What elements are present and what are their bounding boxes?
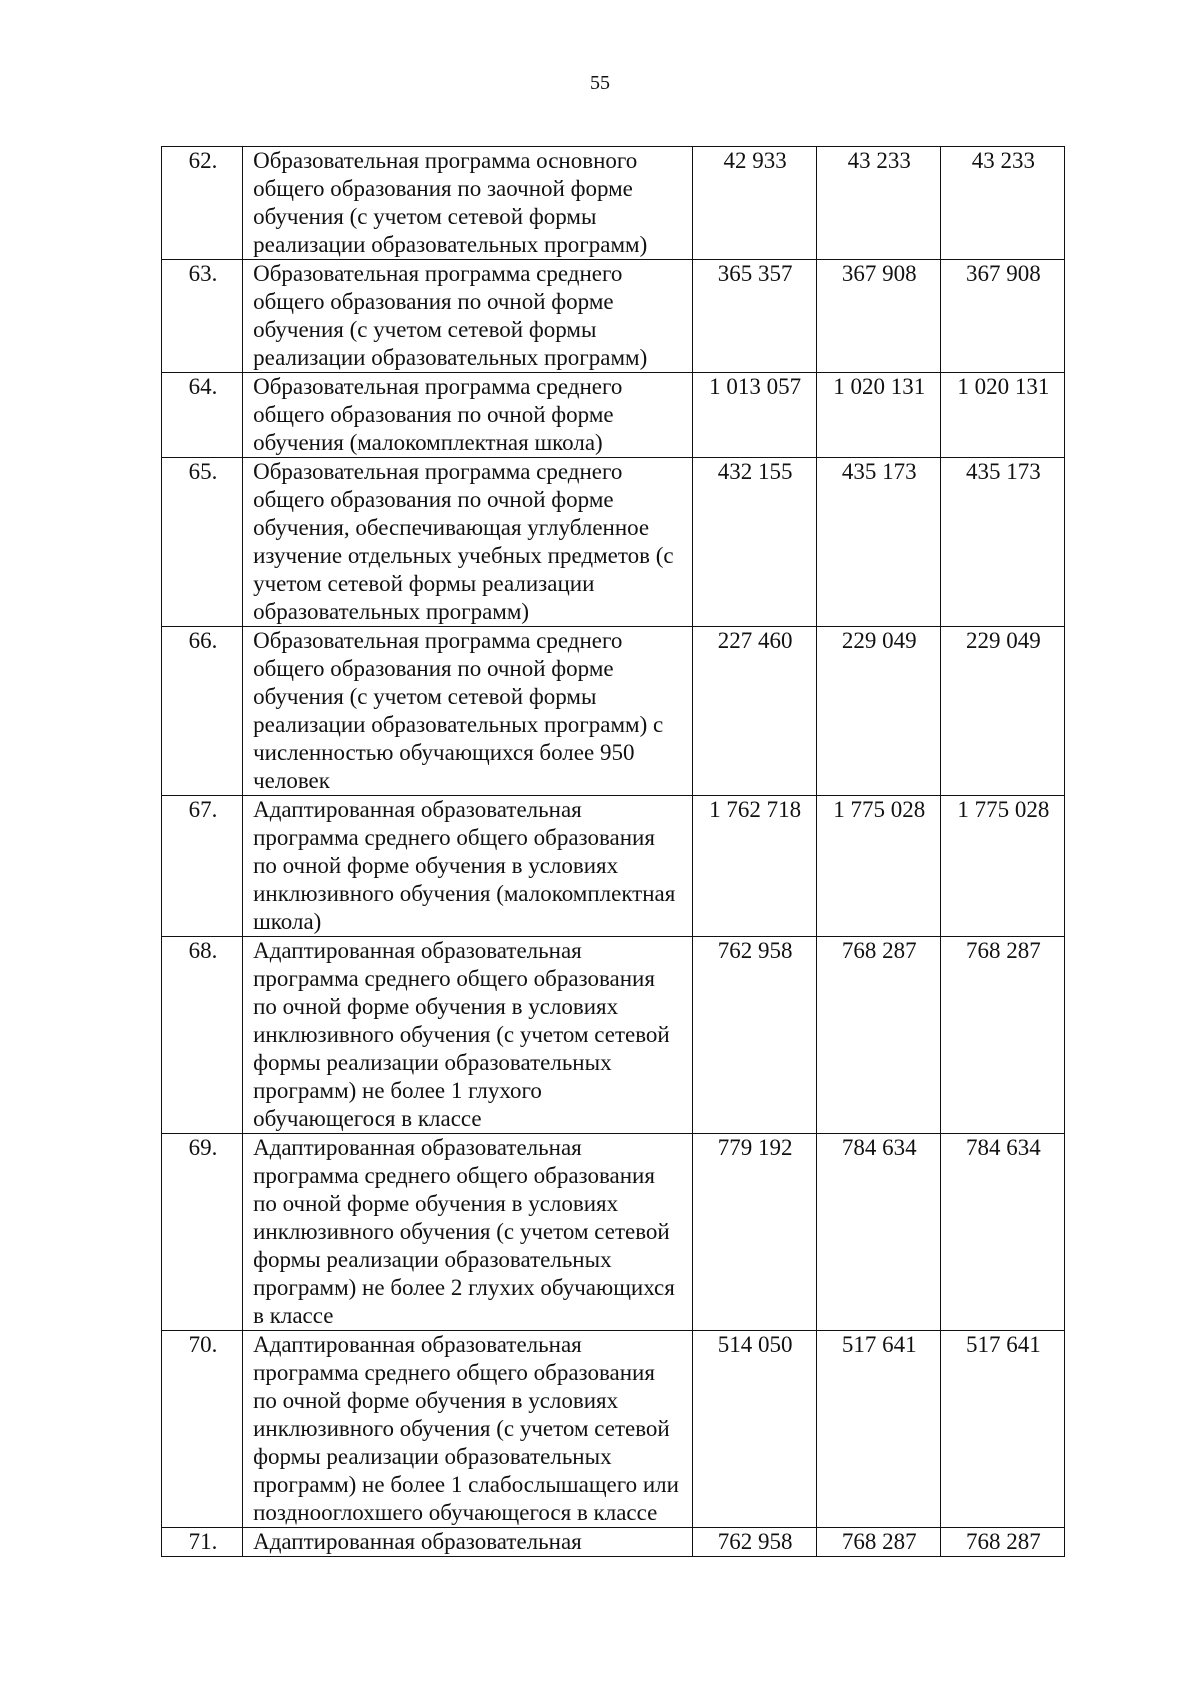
row-description: Адаптированная образовательная программа среднего общего образования по очной форме обучения в условиях инклюзивного обучения (малокомплектная школа) bbox=[243, 796, 692, 937]
row-value-2: 517 641 bbox=[816, 1331, 940, 1528]
row-value-1: 762 958 bbox=[692, 1528, 816, 1557]
table-row bbox=[162, 1331, 1065, 1528]
row-description: Образовательная программа среднего общего образования по очной форме обучения (с учетом сетевой формы реализации образовательных программ) с численностью обучающихся более 950 человек bbox=[243, 627, 692, 796]
row-number: 68. bbox=[162, 937, 243, 1134]
row-value-1: 779 192 bbox=[692, 1134, 816, 1331]
row-value-1: 227 460 bbox=[692, 627, 816, 796]
table-row bbox=[162, 1528, 1065, 1557]
row-description: Адаптированная образовательная программа среднего общего образования по очной форме обучения в условиях инклюзивного обучения (с учетом сетевой формы реализации образовательных программ) не более 1 глухого обучающегося в классе bbox=[243, 937, 692, 1134]
row-value-3: 768 287 bbox=[940, 1528, 1064, 1557]
row-value-3: 229 049 bbox=[940, 627, 1064, 796]
row-number: 63. bbox=[162, 260, 243, 373]
row-value-3: 784 634 bbox=[940, 1134, 1064, 1331]
row-description: Образовательная программа основного общего образования по заочной форме обучения (с учетом сетевой формы реализации образовательных программ) bbox=[243, 147, 692, 260]
row-value-1: 1 762 718 bbox=[692, 796, 816, 937]
row-value-2: 768 287 bbox=[816, 937, 940, 1134]
row-value-2: 229 049 bbox=[816, 627, 940, 796]
row-value-1: 514 050 bbox=[692, 1331, 816, 1528]
row-value-3: 768 287 bbox=[940, 937, 1064, 1134]
row-description: Образовательная программа среднего общего образования по очной форме обучения (с учетом сетевой формы реализации образовательных программ) bbox=[243, 260, 692, 373]
row-number: 69. bbox=[162, 1134, 243, 1331]
row-number: 67. bbox=[162, 796, 243, 937]
row-value-1: 762 958 bbox=[692, 937, 816, 1134]
row-value-1: 42 933 bbox=[692, 147, 816, 260]
row-value-2: 43 233 bbox=[816, 147, 940, 260]
row-number: 70. bbox=[162, 1331, 243, 1528]
row-value-1: 365 357 bbox=[692, 260, 816, 373]
row-value-3: 43 233 bbox=[940, 147, 1064, 260]
row-number: 64. bbox=[162, 373, 243, 458]
row-number: 71. bbox=[162, 1528, 243, 1557]
row-value-3: 1 775 028 bbox=[940, 796, 1064, 937]
table-row bbox=[162, 260, 1065, 373]
row-description: Образовательная программа среднего общего образования по очной форме обучения (малокомплектная школа) bbox=[243, 373, 692, 458]
row-description: Адаптированная образовательная программа среднего общего образования по очной форме обучения в условиях инклюзивного обучения (с учетом сетевой формы реализации образовательных программ) не более 2 глухих обучающихся в классе bbox=[243, 1134, 692, 1331]
table-row bbox=[162, 796, 1065, 937]
row-value-2: 435 173 bbox=[816, 458, 940, 627]
row-description: Образовательная программа среднего общего образования по очной форме обучения, обеспечивающая углубленное изучение отдельных учебных предметов (с учетом сетевой формы реализации образовательных программ) bbox=[243, 458, 692, 627]
page-number: 55 bbox=[590, 72, 610, 94]
row-value-2: 768 287 bbox=[816, 1528, 940, 1557]
row-number: 62. bbox=[162, 147, 243, 260]
row-value-3: 367 908 bbox=[940, 260, 1064, 373]
row-value-2: 1 775 028 bbox=[816, 796, 940, 937]
row-number: 66. bbox=[162, 627, 243, 796]
row-value-2: 1 020 131 bbox=[816, 373, 940, 458]
row-value-3: 517 641 bbox=[940, 1331, 1064, 1528]
table-row bbox=[162, 937, 1065, 1134]
row-value-1: 1 013 057 bbox=[692, 373, 816, 458]
table-row bbox=[162, 147, 1065, 260]
table-row bbox=[162, 627, 1065, 796]
row-description: Адаптированная образовательная программа среднего общего образования по очной форме обучения в условиях инклюзивного обучения (с учетом сетевой формы реализации образовательных программ) не более 1 слабослышащего или позднооглохшего обучающегося в классе bbox=[243, 1331, 692, 1528]
row-description: Адаптированная образовательная bbox=[243, 1528, 692, 1557]
table-row bbox=[162, 458, 1065, 627]
row-value-3: 1 020 131 bbox=[940, 373, 1064, 458]
row-value-1: 432 155 bbox=[692, 458, 816, 627]
row-value-3: 435 173 bbox=[940, 458, 1064, 627]
row-value-2: 784 634 bbox=[816, 1134, 940, 1331]
table-row bbox=[162, 373, 1065, 458]
tariff-table bbox=[161, 146, 1065, 1557]
row-number: 65. bbox=[162, 458, 243, 627]
table-row bbox=[162, 1134, 1065, 1331]
row-value-2: 367 908 bbox=[816, 260, 940, 373]
